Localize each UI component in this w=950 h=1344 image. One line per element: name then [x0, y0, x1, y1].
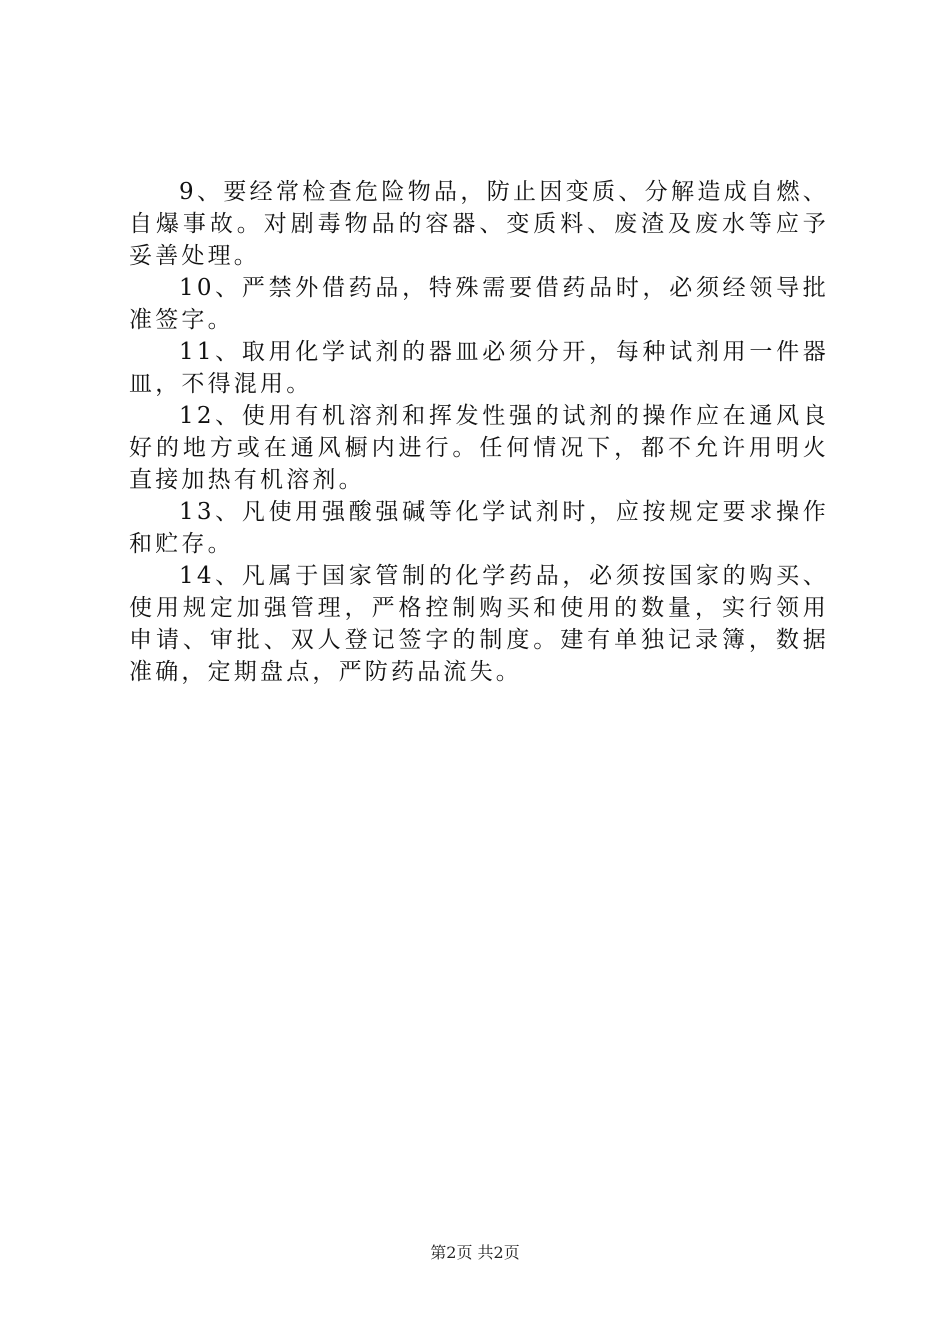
paragraph-item-13: 13、凡使用强酸强碱等化学试剂时，应按规定要求操作和贮存。: [129, 499, 829, 557]
paragraph-item-9: 9、要经常检查危险物品，防止因变质、分解造成自燃、自爆事故。对剧毒物品的容器、变质料、废渣及废水等应予妥善处理。: [129, 179, 829, 269]
document-body: [129, 176, 829, 688]
paragraph-item-12: 12、使用有机溶剂和挥发性强的试剂的操作应在通风良好的地方或在通风橱内进行。任何情况下，都不允许用明火直接加热有机溶剂。: [129, 403, 829, 493]
paragraph-item-14: 14、凡属于国家管制的化学药品，必须按国家的购买、使用规定加强管理，严格控制购买和使用的数量，实行领用申请、审批、双人登记签字的制度。建有单独记录簿，数据准确，定期盘点，严防药品流失。: [129, 563, 829, 685]
page-number-footer: 第2页 共2页: [430, 1243, 520, 1262]
paragraph-item-11: 11、取用化学试剂的器皿必须分开，每种试剂用一件器皿，不得混用。: [129, 339, 829, 397]
paragraph-item-10: 10、严禁外借药品，特殊需要借药品时，必须经领导批准签字。: [129, 275, 829, 333]
